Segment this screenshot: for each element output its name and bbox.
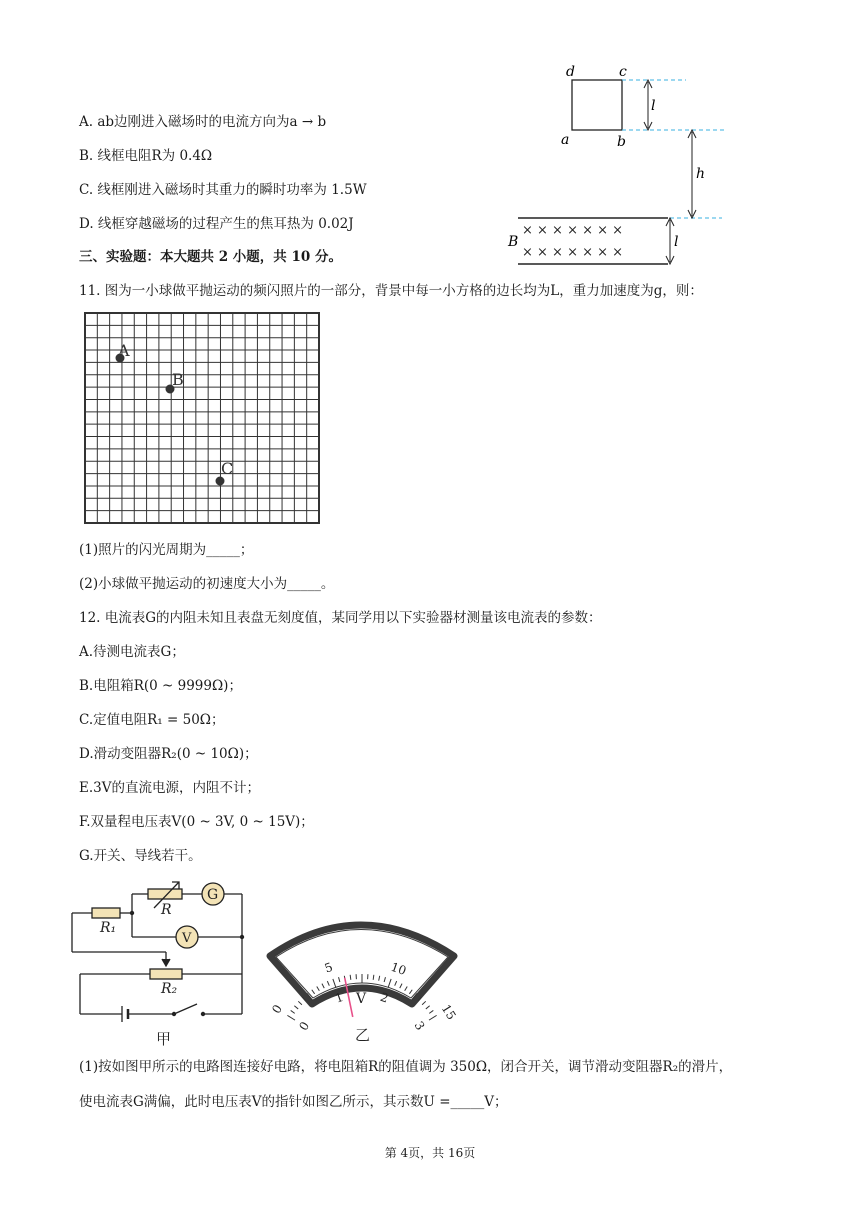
r2-label: R₂ [161,981,178,997]
meter-tick [287,1015,295,1020]
meter-caption: 乙 [355,1026,371,1044]
label-l-field: l [674,234,679,250]
q11-sub2: (2)小球做平抛运动的初速度大小为_____。 [79,576,335,592]
q10-option-b: B. 线框电阻R为 0.4Ω [79,148,213,164]
meter-inner-label: 0 [296,1019,313,1034]
meter-outer-label: 0 [269,1002,286,1017]
meter-tick [429,1010,433,1013]
frame-field-figure [500,58,740,273]
circuit-caption: 甲 [156,1030,172,1048]
meter-tick [422,1001,426,1004]
voltmeter-dial [266,912,462,1048]
q12-sub1-line2: 使电流表G满偏，此时电压表V的指针如图乙所示，其示数U =_____V； [79,1094,508,1110]
svg-text:× × × × × × ×: × × × × × × × [522,223,624,238]
q11-sub1: (1)照片的闪光周期为_____； [79,542,254,558]
q10-option-d: D. 线框穿越磁场的过程产生的焦耳热为 0.02J [79,216,354,232]
field-crosses [522,223,623,260]
r1-label: R₁ [100,920,117,936]
meter-inner-label: 3 [411,1018,428,1033]
label-b: b [617,134,626,150]
q12-item-c: C.定值电阻R₁ = 50Ω； [79,712,225,728]
q12-item-e: E.3V的直流电源，内阻不计； [79,780,260,796]
q12-item-d: D.滑动变阻器R₂(0 ~ 10Ω)； [79,746,258,762]
meter-outer-label: 15 [438,1001,459,1023]
label-B: B [508,234,519,250]
label-h: h [696,166,706,182]
q12-item-a: A.待测电流表G； [79,644,185,660]
strobe-photo-grid [84,312,324,527]
point-c-label: C [221,459,234,478]
meter-outer-label: 10 [389,959,409,978]
point-b-label: B [172,370,184,389]
q12-stem: 12. 电流表G的内阻未知且表盘无刻度值，某同学用以下实验器材测量该电流表的参数： [79,610,602,626]
meter-inner-label: 2 [378,989,391,1006]
label-d: d [566,64,575,80]
q12-item-b: B.电阻箱R(0 ~ 9999Ω)； [79,678,242,694]
meter-tick [294,1006,298,1009]
meter-tick [298,1001,302,1004]
q12-item-f: F.双量程电压表V(0 ~ 3V, 0 ~ 15V)； [79,814,314,830]
q12-item-g: G.开关、导线若干。 [79,848,202,864]
label-l-top: l [651,98,656,114]
page-footer: 第 4页，共 16页 [384,1146,476,1160]
resistor-box-label: R [161,902,172,918]
section3-heading: 三、实验题：本大题共 2 小题，共 10 分。 [79,249,342,265]
meter-inner-label: 1 [333,990,346,1006]
circuit-diagram [64,878,259,1050]
svg-text:× × × × × × ×: × × × × × × × [522,245,624,260]
q12-sub1-line1: (1)按如图甲所示的电路图连接好电路，将电阻箱R的阻值调为 350Ω，闭合开关，调节滑动变阻器R₂的滑片， [79,1059,733,1075]
label-c: c [619,64,627,80]
label-a: a [561,132,570,148]
meter-tick [350,975,351,980]
meter-unit-label: V [356,991,367,1007]
meter-tick [373,975,374,980]
meter-outer-label: 5 [322,959,335,976]
ammeter-g-label: G [207,887,219,903]
q11-stem: 11. 图为一小球做平抛运动的频闪照片的一部分，背景中每一小方格的边长均为L，重力加速度为g，则： [79,283,703,299]
q10-option-c: C. 线框刚进入磁场时其重力的瞬时功率为 1.5W [79,182,367,198]
q10-option-a: A. ab边刚进入磁场时的电流方向为a → b [79,114,327,130]
voltmeter-v-label: V [182,931,192,946]
point-a-label: A [118,341,130,360]
meter-tick [291,1010,295,1013]
meter-tick [429,1015,437,1020]
meter-tick [426,1006,430,1009]
